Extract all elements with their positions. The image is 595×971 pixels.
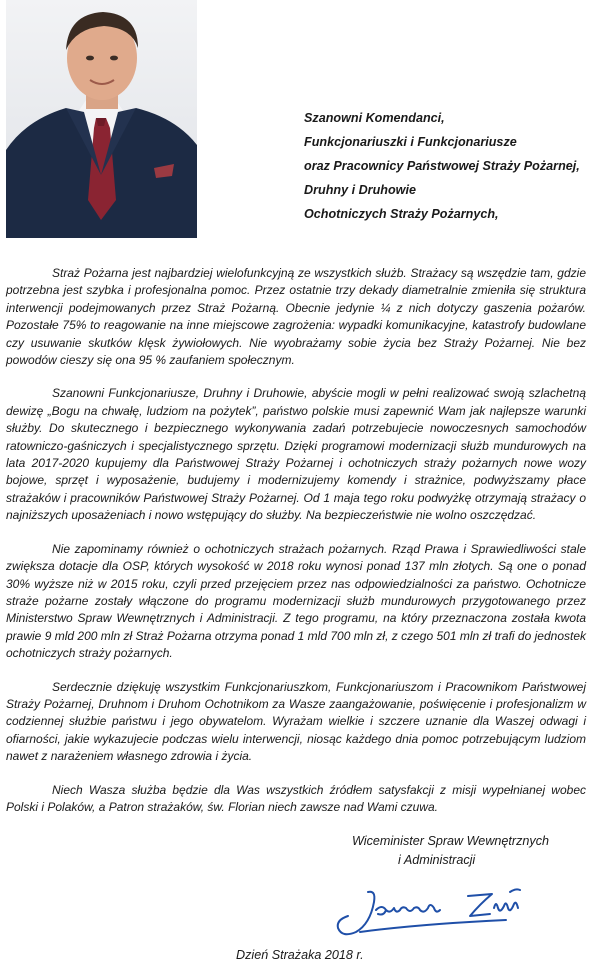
body-paragraph: Niech Wasza służba będzie dla Was wszystkich źródłem satysfakcji z misji wypełnianej wobec Polski i Polaków, a Patron strażaków, św. Florian niech zawsze nad Wami czuwa.	[6, 782, 586, 814]
author-portrait-photo	[6, 0, 197, 238]
portrait-illustration	[6, 0, 197, 238]
greeting-line: Szanowni Komendanci,	[304, 111, 445, 125]
footer-date: Dzień Strażaka 2018 r.	[236, 948, 364, 962]
signature-scribble	[330, 880, 530, 942]
body-paragraph: Straż Pożarna jest najbardziej wielofunkcyjną ze wszystkich służb. Strażacy są wszędzie tam, gdzie potrzebna jest szybka i profesjonalna pomoc. Przez ostatnie trzy dekady diametralnie zmieniła się struktura interwencji podejmowanych przez Straż Pożarną. Obecnie jedynie ¼ z nich dotyczy gaszenia pożarów. Pozostałe 75% to reagowanie na inne miejscowe zagrożenia: wypadki komunikacyjne, katastrofy budowlane czy usuwanie skutków klęsk żywiołowych. Nie wyobrażamy sobie życia bez Straży Pożarnej. Nie bez powodów cieszy się ona 95 % zaufaniem społecznym.	[6, 266, 586, 368]
greeting-line: Funkcjonariuszki i Funkcjonariusze	[304, 135, 517, 149]
signatory-title-line: i Administracji	[398, 853, 476, 867]
signatory-title	[352, 832, 582, 870]
greeting-line: Ochotniczych Straży Pożarnych,	[304, 207, 499, 221]
greeting-line: oraz Pracownicy Państwowej Straży Pożarnej,	[304, 159, 580, 173]
handwritten-signature	[330, 880, 530, 942]
body-paragraph: Szanowni Funkcjonariusze, Druhny i Druhowie, abyście mogli w pełni realizować swoją szlachetną dewizę „Bogu na chwałę, ludziom na pożytek”, państwo polskie musi zapewnić Wam jak najlepsze warunki służby. Do skutecznego i bezpiecznego wykonywania zadań potrzebujecie nowoczesnych samochodów ratowniczo-gaśniczych i specjalistycznego sprzętu. Dzięki programowi modernizacji służb mundurowych na lata 2017-2020 kupujemy dla Państwowej Straży Pożarnej i ochotniczych straży pożarnych nowe wozy bojowe, sprzęt i wyposażenie, budujemy i modernizujemy komendy i strażnice, podwyższamy płace strażaków i pracowników Państwowej Straży Pożarnej. Od 1 maja tego roku podwyżkę otrzymają strażacy o najniższych uposażeniach i nowo wstępujący do służby. Na bezpieczeństwie nie wolno oszczędzać.	[6, 386, 586, 523]
body-paragraph: Serdecznie dziękuję wszystkim Funkcjonariuszkom, Funkcjonariuszom i Pracownikom Państwowej Straży Pożarnej, Druhnom i Druhom Ochotnikom za Wasze zaangażowanie, poświęcenie i profesjonalizm w codziennej służbie państwu i jego obywatelom. Wyrażam wielkie i szczere uznanie dla Waszej odwagi i ofiarności, jakie wykazujecie podczas wielu interwencji, niosąc każdego dnia pomoc potrzebującym ludziom nawet z narażeniem własnego zdrowia i życia.	[6, 679, 586, 764]
greeting-line: Druhny i Druhowie	[304, 183, 416, 197]
letter-body	[6, 265, 586, 832]
body-paragraph: Nie zapominamy również o ochotniczych strażach pożarnych. Rząd Prawa i Sprawiedliwości stale zwiększa dotacje dla OSP, których wysokość w 2018 roku wynosi ponad 137 mln złotych. Są one o ponad 30% wyższe niż w 2015 roku, czyli przed przejęciem przez nas odpowiedzialności za państwo. Ochotnicze straże pożarne zostały włączone do programu modernizacji służb mundurowych przygotowanego przez Ministerstwo Spraw Wewnętrznych i Administracji. Z tego programu, na który przeznaczona została kwota prawie 9 mld 200 mln zł Straż Pożarna otrzyma ponad 1 mld 700 mln zł, z czego 501 mln zł trafi do jednostek ochotniczych straży pożarnych.	[6, 541, 586, 661]
signatory-title-line: Wiceminister Spraw Wewnętrznych	[352, 834, 550, 848]
greeting-block	[304, 106, 589, 226]
